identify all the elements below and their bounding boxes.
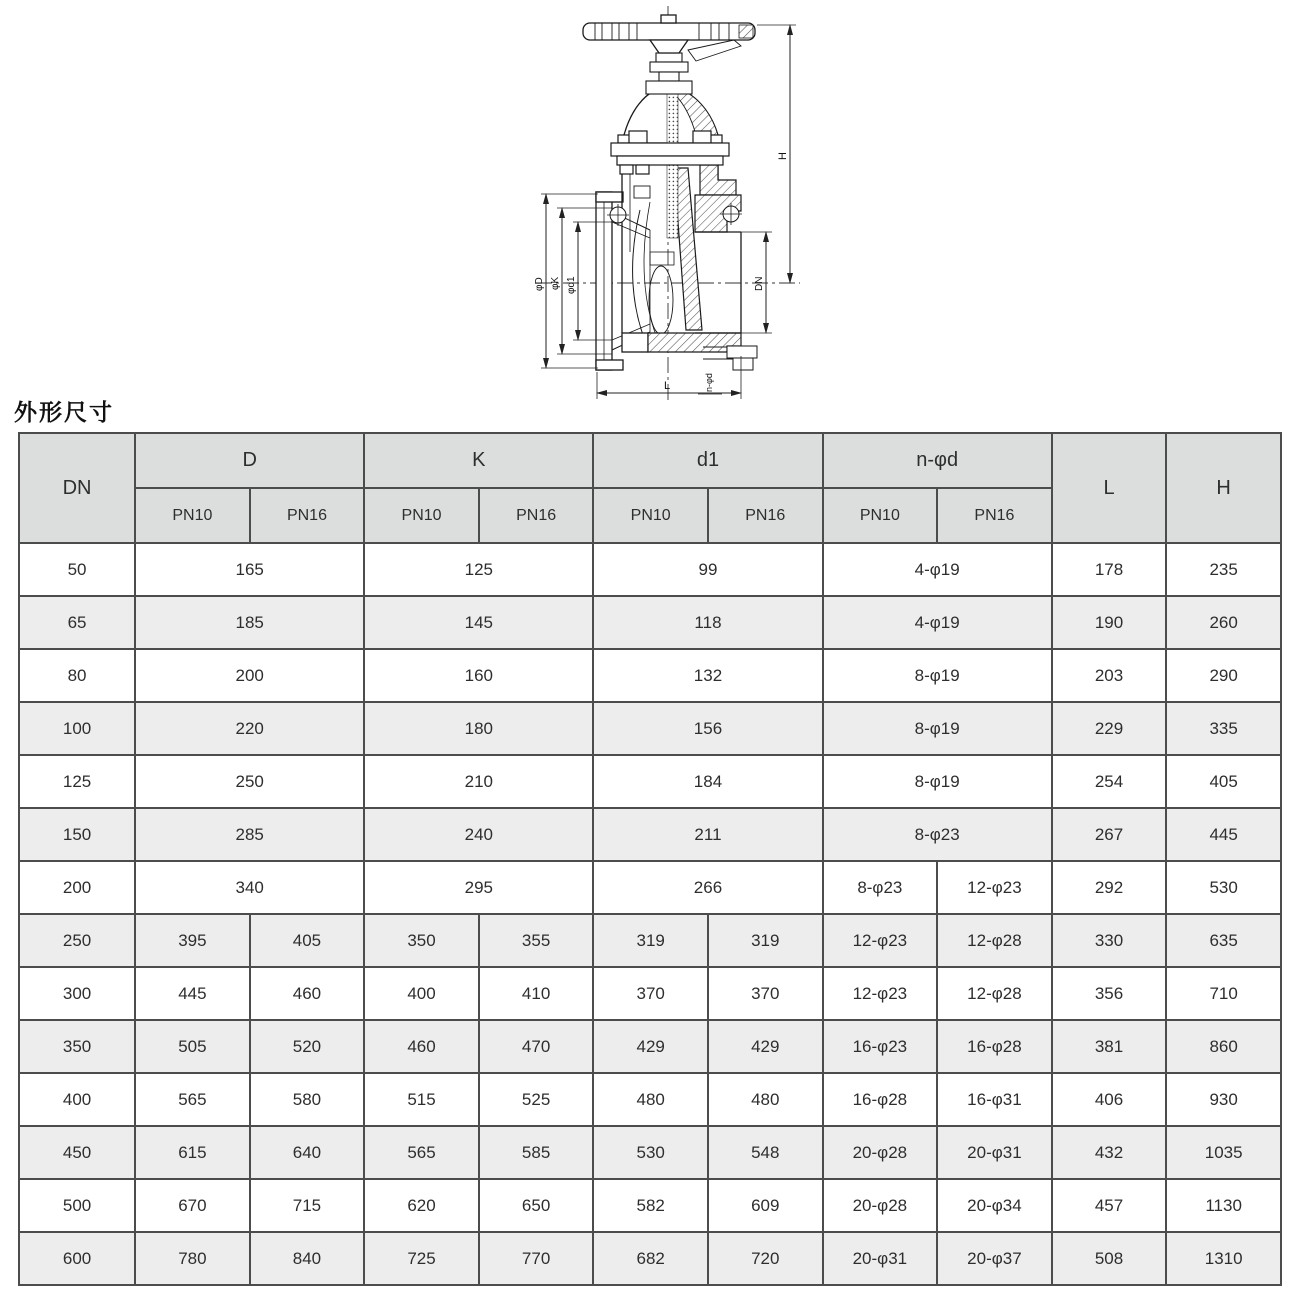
- cell-n-pn16: 12-φ23: [937, 861, 1052, 914]
- cell-n-pn16: 20-φ37: [937, 1232, 1052, 1285]
- cell-n: 8-φ23: [823, 808, 1052, 861]
- header-n-pn16: PN16: [937, 488, 1052, 543]
- cell-d: 200: [135, 649, 364, 702]
- cell-l: 292: [1052, 861, 1167, 914]
- cell-n-pn10: 20-φ28: [823, 1126, 938, 1179]
- cell-k-pn16: 585: [479, 1126, 594, 1179]
- cell-d-pn10: 670: [135, 1179, 250, 1232]
- cell-n-pn16: 12-φ28: [937, 914, 1052, 967]
- cell-n-pn16: 20-φ31: [937, 1126, 1052, 1179]
- cell-l: 406: [1052, 1073, 1167, 1126]
- cell-k: 295: [364, 861, 593, 914]
- dimensions-table: [18, 432, 1282, 1286]
- cell-d1-pn10: 480: [593, 1073, 708, 1126]
- cell-l: 381: [1052, 1020, 1167, 1073]
- header-dn: DN: [19, 433, 135, 543]
- cell-k-pn10: 350: [364, 914, 479, 967]
- table-row: [19, 914, 1281, 967]
- cell-d-pn16: 460: [250, 967, 365, 1020]
- cell-n-pn16: 12-φ28: [937, 967, 1052, 1020]
- table-header: [19, 433, 1281, 543]
- cell-d-pn16: 520: [250, 1020, 365, 1073]
- cell-n: 8-φ19: [823, 702, 1052, 755]
- cell-n-pn16: 16-φ31: [937, 1073, 1052, 1126]
- cell-h: 710: [1166, 967, 1281, 1020]
- cell-l: 229: [1052, 702, 1167, 755]
- cell-n-pn10: 20-φ28: [823, 1179, 938, 1232]
- dim-label-phi-d1: φd1: [566, 276, 577, 294]
- dim-label-h: H: [777, 152, 789, 160]
- dim-label-n-phi-d: n-φd: [704, 373, 714, 392]
- cell-n: 8-φ19: [823, 755, 1052, 808]
- cell-k-pn16: 470: [479, 1020, 594, 1073]
- cell-d-pn10: 395: [135, 914, 250, 967]
- cell-l: 178: [1052, 543, 1167, 596]
- cell-d-pn10: 615: [135, 1126, 250, 1179]
- cell-k: 240: [364, 808, 593, 861]
- cell-d1-pn10: 582: [593, 1179, 708, 1232]
- cell-k: 125: [364, 543, 593, 596]
- cell-dn: 80: [19, 649, 135, 702]
- gate-valve-cross-section: [0, 0, 1300, 430]
- cell-d1-pn10: 370: [593, 967, 708, 1020]
- cell-d-pn10: 780: [135, 1232, 250, 1285]
- table-row: [19, 755, 1281, 808]
- cell-dn: 50: [19, 543, 135, 596]
- header-d-pn10: PN10: [135, 488, 250, 543]
- cell-d1-pn16: 548: [708, 1126, 823, 1179]
- cell-d1-pn10: 682: [593, 1232, 708, 1285]
- cell-d1-pn16: 720: [708, 1232, 823, 1285]
- cell-d1: 266: [593, 861, 822, 914]
- cell-h: 530: [1166, 861, 1281, 914]
- cell-k-pn10: 725: [364, 1232, 479, 1285]
- cell-h: 860: [1166, 1020, 1281, 1073]
- cell-dn: 500: [19, 1179, 135, 1232]
- table-row: [19, 1020, 1281, 1073]
- dim-label-phi-d: φD: [534, 277, 545, 291]
- cell-d1: 184: [593, 755, 822, 808]
- cell-d1-pn10: 319: [593, 914, 708, 967]
- dim-label-l: L: [664, 380, 671, 392]
- cell-d: 285: [135, 808, 364, 861]
- cell-d: 165: [135, 543, 364, 596]
- cell-dn: 125: [19, 755, 135, 808]
- cell-d: 220: [135, 702, 364, 755]
- cell-dn: 150: [19, 808, 135, 861]
- cell-d-pn10: 565: [135, 1073, 250, 1126]
- valve-technical-drawing: [0, 0, 1300, 430]
- cell-dn: 250: [19, 914, 135, 967]
- cell-k: 210: [364, 755, 593, 808]
- cell-d1: 132: [593, 649, 822, 702]
- cell-d-pn16: 715: [250, 1179, 365, 1232]
- cell-k-pn10: 515: [364, 1073, 479, 1126]
- cell-k-pn10: 400: [364, 967, 479, 1020]
- table-body: [19, 543, 1281, 1285]
- cell-n-pn10: 12-φ23: [823, 914, 938, 967]
- dim-label-dn: DN: [754, 276, 765, 291]
- cell-l: 457: [1052, 1179, 1167, 1232]
- cell-k-pn10: 460: [364, 1020, 479, 1073]
- cell-dn: 600: [19, 1232, 135, 1285]
- stem-gland: [646, 53, 692, 94]
- cell-l: 190: [1052, 596, 1167, 649]
- header-n-phi-d: n-φd: [823, 433, 1052, 488]
- header-l: L: [1052, 433, 1167, 543]
- table-row: [19, 1232, 1281, 1285]
- cell-k-pn16: 525: [479, 1073, 594, 1126]
- cell-dn: 100: [19, 702, 135, 755]
- header-d1-pn16: PN16: [708, 488, 823, 543]
- cell-d1-pn10: 429: [593, 1020, 708, 1073]
- header-k-pn16: PN16: [479, 488, 594, 543]
- table-row: [19, 649, 1281, 702]
- cell-l: 356: [1052, 967, 1167, 1020]
- cell-h: 290: [1166, 649, 1281, 702]
- cell-dn: 200: [19, 861, 135, 914]
- table-row: [19, 596, 1281, 649]
- cell-dn: 450: [19, 1126, 135, 1179]
- cell-d1-pn16: 319: [708, 914, 823, 967]
- cell-h: 1035: [1166, 1126, 1281, 1179]
- cell-d: 340: [135, 861, 364, 914]
- table-row: [19, 1126, 1281, 1179]
- cell-h: 1130: [1166, 1179, 1281, 1232]
- cell-h: 445: [1166, 808, 1281, 861]
- table-row: [19, 1073, 1281, 1126]
- header-d1: d1: [593, 433, 822, 488]
- cell-n-pn10: 20-φ31: [823, 1232, 938, 1285]
- cell-n: 8-φ19: [823, 649, 1052, 702]
- table-row: [19, 702, 1281, 755]
- header-k-pn10: PN10: [364, 488, 479, 543]
- table-row: [19, 543, 1281, 596]
- cell-k-pn16: 770: [479, 1232, 594, 1285]
- table-row: [19, 1179, 1281, 1232]
- cell-d1-pn16: 370: [708, 967, 823, 1020]
- cell-k-pn10: 565: [364, 1126, 479, 1179]
- cell-l: 203: [1052, 649, 1167, 702]
- cell-dn: 350: [19, 1020, 135, 1073]
- cell-k: 145: [364, 596, 593, 649]
- cell-d1: 118: [593, 596, 822, 649]
- cell-d: 185: [135, 596, 364, 649]
- header-d1-pn10: PN10: [593, 488, 708, 543]
- cell-d1: 99: [593, 543, 822, 596]
- cell-k-pn16: 650: [479, 1179, 594, 1232]
- table-row: [19, 967, 1281, 1020]
- cell-d-pn16: 840: [250, 1232, 365, 1285]
- cell-n-pn10: 12-φ23: [823, 967, 938, 1020]
- cell-d-pn16: 405: [250, 914, 365, 967]
- threaded-stem: [667, 94, 678, 238]
- cell-l: 508: [1052, 1232, 1167, 1285]
- cell-n-pn10: 16-φ28: [823, 1073, 938, 1126]
- dim-label-phi-k: φK: [550, 276, 561, 290]
- cell-n-pn10: 16-φ23: [823, 1020, 938, 1073]
- cell-d1: 156: [593, 702, 822, 755]
- cell-d1-pn16: 609: [708, 1179, 823, 1232]
- header-d: D: [135, 433, 364, 488]
- cell-d1: 211: [593, 808, 822, 861]
- cell-l: 254: [1052, 755, 1167, 808]
- header-n-pn10: PN10: [823, 488, 938, 543]
- cell-n-pn16: 16-φ28: [937, 1020, 1052, 1073]
- pipe-end: [695, 232, 741, 333]
- cell-h: 1310: [1166, 1232, 1281, 1285]
- cell-k: 180: [364, 702, 593, 755]
- cell-d-pn10: 445: [135, 967, 250, 1020]
- cell-l: 330: [1052, 914, 1167, 967]
- cell-n-pn10: 8-φ23: [823, 861, 938, 914]
- cell-d1-pn16: 480: [708, 1073, 823, 1126]
- cell-h: 405: [1166, 755, 1281, 808]
- cell-n-pn16: 20-φ34: [937, 1179, 1052, 1232]
- header-d-pn16: PN16: [250, 488, 365, 543]
- header-k: K: [364, 433, 593, 488]
- cell-dn: 65: [19, 596, 135, 649]
- cell-k-pn16: 410: [479, 967, 594, 1020]
- cell-d: 250: [135, 755, 364, 808]
- cell-k: 160: [364, 649, 593, 702]
- cell-h: 635: [1166, 914, 1281, 967]
- cell-h: 335: [1166, 702, 1281, 755]
- cell-h: 235: [1166, 543, 1281, 596]
- cell-dn: 400: [19, 1073, 135, 1126]
- section-hatching: [648, 165, 741, 352]
- cell-h: 260: [1166, 596, 1281, 649]
- cell-h: 930: [1166, 1073, 1281, 1126]
- header-group-row: [19, 433, 1281, 488]
- cell-l: 267: [1052, 808, 1167, 861]
- header-h: H: [1166, 433, 1281, 543]
- cell-d-pn16: 580: [250, 1073, 365, 1126]
- cell-d-pn10: 505: [135, 1020, 250, 1073]
- cell-d-pn16: 640: [250, 1126, 365, 1179]
- table-row: [19, 861, 1281, 914]
- table-row: [19, 808, 1281, 861]
- cell-d1-pn16: 429: [708, 1020, 823, 1073]
- cell-d1-pn10: 530: [593, 1126, 708, 1179]
- section-title: 外形尺寸: [14, 399, 114, 425]
- cell-n: 4-φ19: [823, 596, 1052, 649]
- cell-k-pn16: 355: [479, 914, 594, 967]
- cell-dn: 300: [19, 967, 135, 1020]
- cell-n: 4-φ19: [823, 543, 1052, 596]
- cell-k-pn10: 620: [364, 1179, 479, 1232]
- cell-l: 432: [1052, 1126, 1167, 1179]
